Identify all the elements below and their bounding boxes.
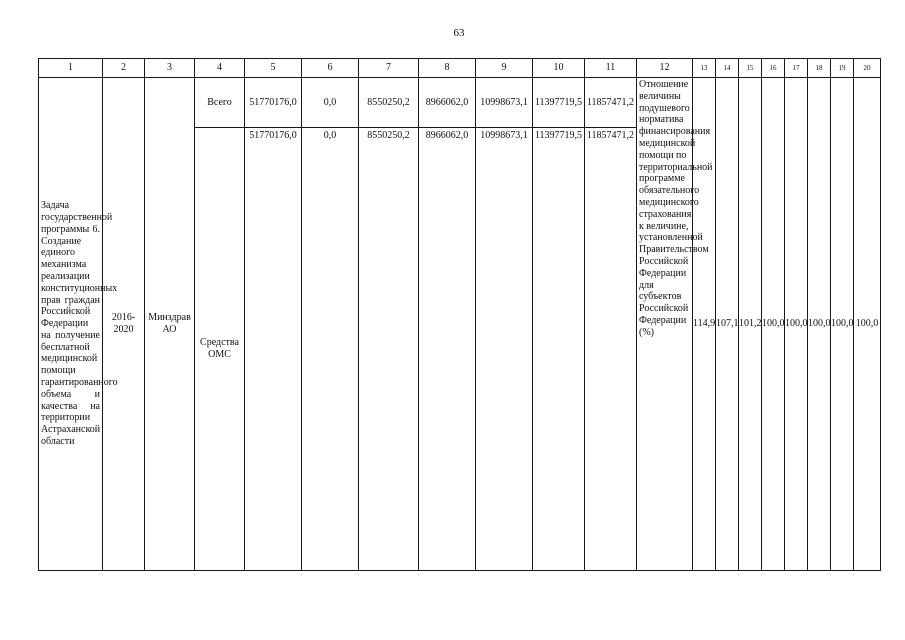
- header-cell: 8: [419, 59, 476, 78]
- header-cell: 13: [693, 59, 716, 78]
- value-cell: 8966062,0: [419, 78, 476, 128]
- header-cell: 10: [533, 59, 585, 78]
- value-cell: 11397719,5: [533, 128, 585, 571]
- header-cell: 19: [831, 59, 854, 78]
- indicator-value: 100,0: [762, 78, 785, 571]
- indicator-value: 101,2: [739, 78, 762, 571]
- header-cell: 1: [39, 59, 103, 78]
- indicator-value: 107,1: [716, 78, 739, 571]
- funding-source: Средства ОМС: [195, 128, 245, 571]
- task-description: Задача государственной программы 6. Создание единого механизма реализации конституционных прав граждан Российской Федерации на получение бесплатной медицинской помощи гарантированного объема и качества на территории Астраханской области: [39, 78, 103, 571]
- indicator-value: 100,0: [785, 78, 808, 571]
- header-cell: 12: [637, 59, 693, 78]
- value-cell: 11397719,5: [533, 78, 585, 128]
- indicator-name: Отношение величины подушевого норматива финансирования медицинской помощи по территориальной программе обязательного медицинского страхования к величине, установленной Правительством Российской Федерации для субъектов Российской Федерации (%): [637, 78, 693, 571]
- header-cell: 3: [145, 59, 195, 78]
- value-cell: 11857471,2: [585, 128, 637, 571]
- value-cell: 51770176,0: [245, 78, 302, 128]
- value-cell: 11857471,2: [585, 78, 637, 128]
- value-cell: 8966062,0: [419, 128, 476, 571]
- header-cell: 6: [302, 59, 359, 78]
- header-cell: 4: [195, 59, 245, 78]
- value-cell: 10998673,1: [476, 78, 533, 128]
- value-cell: 10998673,1: [476, 128, 533, 571]
- header-cell: 11: [585, 59, 637, 78]
- header-cell: 9: [476, 59, 533, 78]
- indicator-value: 100,0: [831, 78, 854, 571]
- row-total: [39, 78, 881, 128]
- header-cell: 2: [103, 59, 145, 78]
- indicator-value: 114,9: [693, 78, 716, 571]
- value-cell: 0,0: [302, 128, 359, 571]
- header-cell: 20: [854, 59, 881, 78]
- value-cell: 51770176,0: [245, 128, 302, 571]
- page-number: 63: [453, 27, 465, 39]
- executor: Минздрав АО: [145, 78, 195, 571]
- value-cell: 8550250,2: [359, 78, 419, 128]
- header-cell: 14: [716, 59, 739, 78]
- header-cell: 5: [245, 59, 302, 78]
- header-cell: 15: [739, 59, 762, 78]
- header-row: [39, 59, 881, 78]
- header-cell: 17: [785, 59, 808, 78]
- header-cell: 18: [808, 59, 831, 78]
- indicator-value: 100,0: [808, 78, 831, 571]
- funding-source: Всего: [195, 78, 245, 128]
- indicator-value: 100,0: [854, 78, 881, 571]
- value-cell: 0,0: [302, 78, 359, 128]
- program-table: [38, 58, 881, 571]
- period: 2016-2020: [103, 78, 145, 571]
- value-cell: 8550250,2: [359, 128, 419, 571]
- header-cell: 7: [359, 59, 419, 78]
- header-cell: 16: [762, 59, 785, 78]
